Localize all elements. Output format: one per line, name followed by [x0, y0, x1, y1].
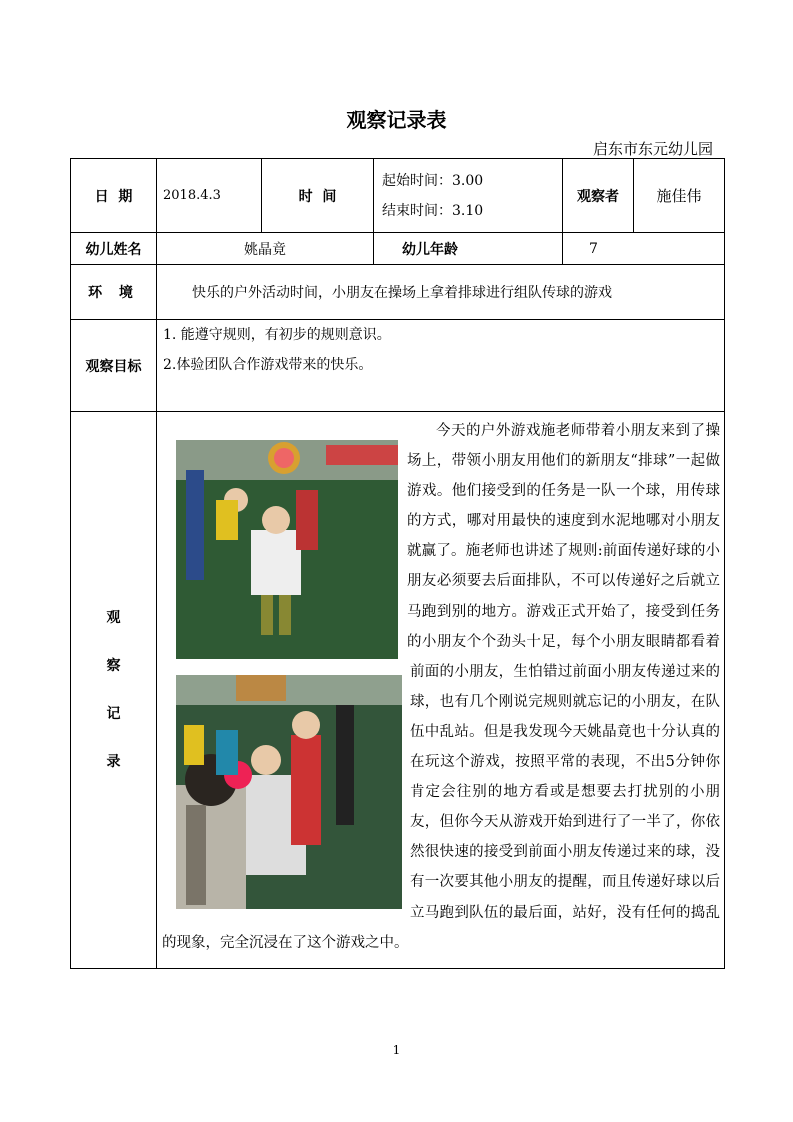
record-label-char-3: 记: [106, 706, 121, 722]
organization-name: 启东市东元幼儿园: [592, 140, 713, 158]
goals-label: 观察目标: [71, 320, 157, 412]
record-content: [157, 412, 725, 969]
time-range: [374, 159, 563, 233]
record-label: [71, 412, 157, 969]
page-title: 观察记录表: [346, 108, 447, 132]
environment-row: [71, 265, 725, 320]
record-label-char-1: 观: [106, 610, 121, 626]
child-row: [71, 233, 725, 265]
end-time: 结束时间：3.10: [382, 202, 484, 219]
observation-table: [70, 158, 725, 969]
environment-label: 环 境: [71, 265, 157, 320]
observer-value: 施佳伟: [634, 159, 725, 233]
record-row: [71, 412, 725, 969]
child-age-value: 7: [563, 233, 725, 265]
environment-text: 快乐的户外活动时间，小朋友在操场上拿着排球进行组队传球的游戏: [157, 265, 725, 320]
goal-item-1: 1. 能遵守规则，有初步的规则意识。: [163, 327, 391, 343]
record-label-char-4: 录: [106, 754, 121, 770]
child-age-label: 幼儿年龄: [374, 233, 563, 265]
date-value: 2018.4.3: [157, 159, 262, 233]
header-row: [71, 159, 725, 233]
goals-list: [157, 320, 725, 412]
child-name-value: 姚晶竟: [157, 233, 374, 265]
observer-label: 观察者: [563, 159, 634, 233]
time-label: 时 间: [262, 159, 374, 233]
start-time: 起始时间：3.00: [382, 172, 484, 189]
activity-photo-1: [176, 440, 398, 659]
goals-row: [71, 320, 725, 412]
goal-item-2: 2.体验团队合作游戏带来的快乐。: [163, 357, 373, 373]
date-label: 日 期: [71, 159, 157, 233]
activity-photo-2: [176, 675, 402, 909]
page-number: 1: [392, 1043, 401, 1057]
record-body: [157, 412, 724, 958]
child-name-label: 幼儿姓名: [71, 233, 157, 265]
record-text: 今天的户外游戏施老师带着小朋友来到了操场上，带领小朋友用他们的新朋友“排球”一起做游戏。他们接受到的任务是一队一个球，用传球的方式，哪对用最快的速度到水泥地哪对小朋友就赢了。施老师也讲述了规则:前面传递好球的小朋友必须要去后面排队，不可以传递好之后就立马跑到别的地方。游戏正式开始了，接受到任务的小朋友个个劲头十足，每个小朋友眼睛都看着前面的小朋友，生怕错过前面小朋友传递过来的球，也有几个刚说完规则就忘记的小朋友，在队伍中乱站。但是我发现今天姚晶竟也十分认真的在玩这个游戏，按照平常的表现，不出5分钟你肯定会往别的地方看或是想要去打扰别的小朋友，但你今天从游戏开始到进行了一半了，你依然很快速的接受到前面小朋友传递过来的球，没有一次要其他小朋友的提醒，而且传递好球以后立马跑到队伍的最后面，站好，没有任何的捣乱的现象，完全沉浸在了这个游戏之中。: [162, 423, 720, 951]
record-label-char-2: 察: [106, 658, 121, 674]
